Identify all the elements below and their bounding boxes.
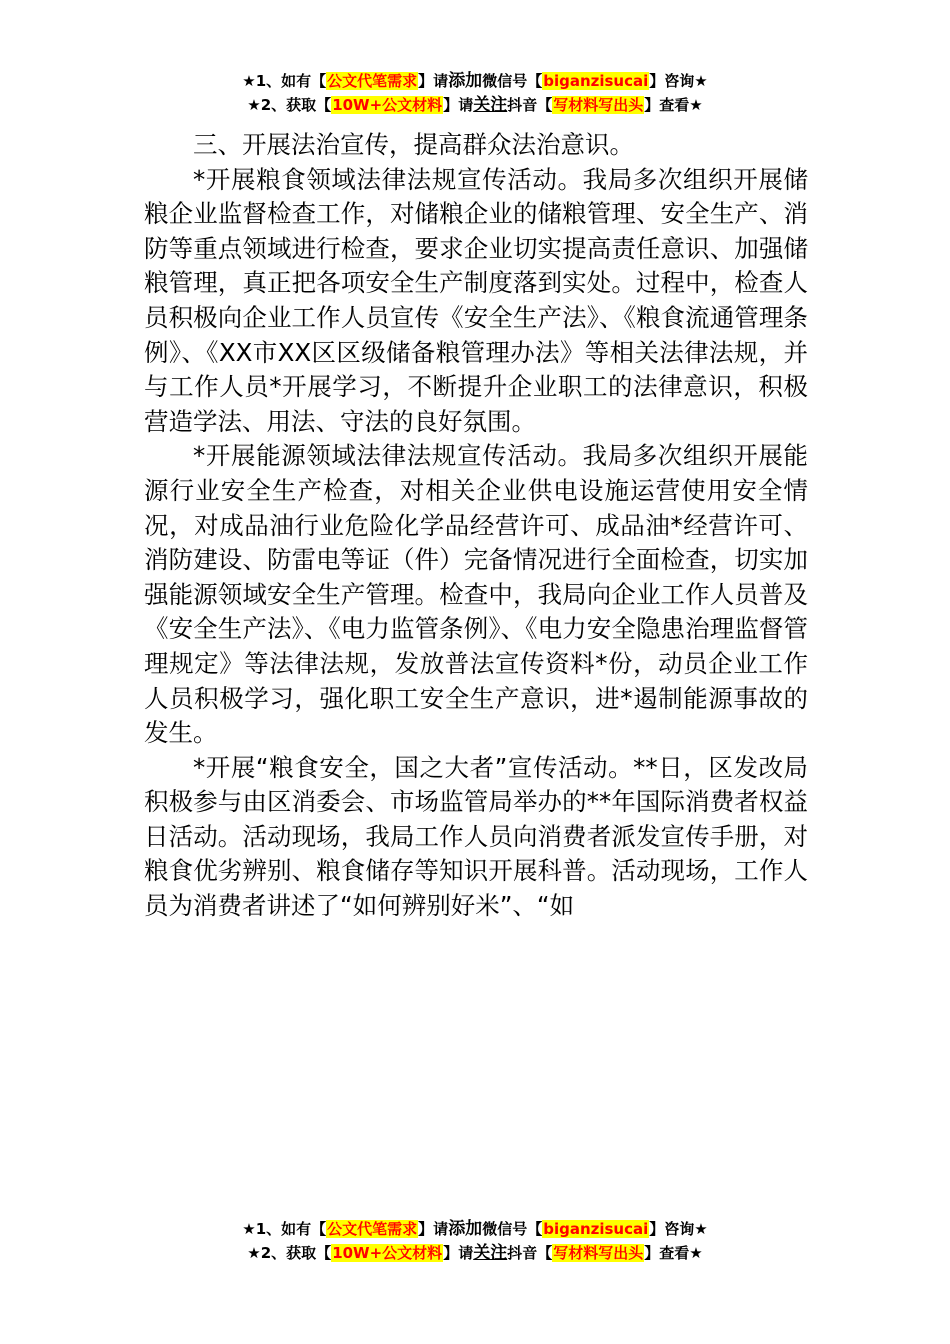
banner-text: 】请: [418, 72, 449, 90]
banner-emphasis: 添加: [448, 1219, 483, 1239]
paragraph-grain-law: *开展粮食领域法律法规宣传活动。我局多次组织开展储粮企业监督检查工作，对储粮企业的储粮管理、安全生产、消防等重点领域进行检查，要求企业切实提高责任意识、加强储粮管理，真正把各项安全生产制度落到实处。过程中，检查人员积极向企业工作人员宣传《安全生产法》、《粮食流通管理条例》、《XX市XX区区级储备粮管理办法》等相关法律法规，并与工作人员*开展学习，不断提升企业职工的法律意识，积极营造学法、用法、守法的良好氛围。: [144, 164, 808, 436]
banner-highlight-service: 公文代笔需求: [327, 1220, 418, 1238]
banner-highlight-wechat: biganzisucai: [543, 1220, 649, 1238]
section-heading: 三、开展法治宣传，提高群众法治意识。: [193, 130, 634, 159]
banner-text: ★1、如有【: [242, 72, 327, 90]
banner-text: 】咨询★: [649, 1220, 708, 1238]
banner-text: 】请: [418, 1220, 449, 1238]
banner-text: ★1、如有【: [242, 1220, 327, 1238]
banner-highlight-service: 公文代笔需求: [327, 72, 418, 90]
banner-highlight-douyin: 写材料写出头: [553, 1244, 644, 1262]
banner-highlight-materials: 10W+公文材料: [332, 1244, 443, 1262]
banner-line-2: [0, 1241, 950, 1265]
banner-emphasis: 关注: [473, 1243, 508, 1263]
banner-text: 微信号【: [482, 1220, 543, 1238]
paragraph-grain-security: *开展“粮食安全，国之大者”宣传活动。**日，区发改局积极参与由区消委会、市场监管局举办的**年国际消费者权益日活动。活动现场，我局工作人员向消费者派发宣传手册，对粮食优劣辨别、粮食储存等知识开展科普。活动现场，工作人员为消费者讲述了“如何辨别好米”、“如: [144, 752, 808, 921]
banner-text: 】咨询★: [649, 72, 708, 90]
banner-text: 】请: [443, 96, 474, 114]
banner-text: 】查看★: [644, 96, 703, 114]
banner-line-1: [0, 1217, 950, 1241]
banner-text: 】请: [443, 1244, 474, 1262]
banner-text: ★2、获取【: [247, 96, 332, 114]
banner-highlight-douyin: 写材料写出头: [553, 96, 644, 114]
footer-banner: [0, 1217, 950, 1265]
banner-highlight-materials: 10W+公文材料: [332, 96, 443, 114]
banner-emphasis: 添加: [448, 71, 483, 91]
banner-emphasis: 关注: [473, 95, 508, 115]
banner-text: 微信号【: [482, 72, 543, 90]
banner-text: ★2、获取【: [247, 1244, 332, 1262]
header-banner: [0, 69, 950, 117]
document-body: [144, 128, 808, 924]
paragraph-energy-law: *开展能源领域法律法规宣传活动。我局多次组织开展能源行业安全生产检查，对相关企业供电设施运营使用安全情况，对成品油行业危险化学品经营许可、成品油*经营许可、消防建设、防雷电等证（件）完备情况进行全面检查，切实加强能源领域安全生产管理。检查中，我局向企业工作人员普及《安全生产法》、《电力监管条例》、《电力安全隐患治理监督管理规定》等法律法规，发放普法宣传资料*份，动员企业工作人员积极学习，强化职工安全生产意识，进*遏制能源事故的发生。: [144, 441, 808, 748]
banner-highlight-wechat: biganzisucai: [543, 72, 649, 90]
banner-text: 抖音【: [507, 1244, 553, 1262]
banner-text: 抖音【: [507, 96, 553, 114]
banner-line-2: [0, 93, 950, 117]
banner-text: 】查看★: [644, 1244, 703, 1262]
banner-line-1: [0, 69, 950, 93]
